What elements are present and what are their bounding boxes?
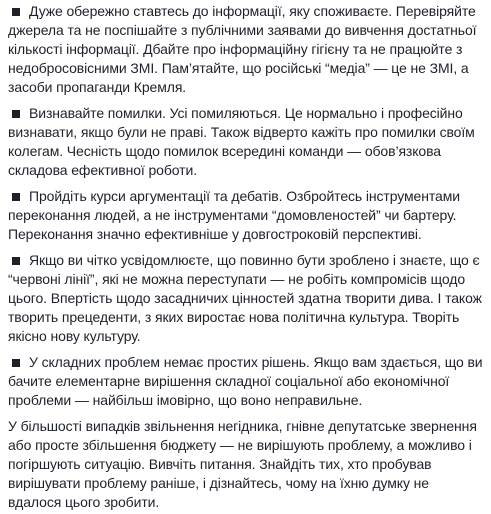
bullet-square-icon	[12, 193, 20, 201]
paragraph-text: У складних проблем немає простих рішень. Якщо вам здається, що ви бачите елементарне вирішення складної соціальної або економічної проблеми — найбільш імовірно, що воно неправильне.	[8, 354, 483, 408]
paragraph-misinformation	[8, 2, 483, 97]
bullet-square-icon	[12, 8, 20, 16]
paragraph-text: Якщо ви чітко усвідомлюєте, що повинно бути зроблено і знаєте, що є “червоні лінії”, які не можна переступати — не робіть компромісів щодо цього. Впертість щодо засадничих цінностей здатна творити дива. І також творить прецеденти, з яких виростає нова політична культура. Творіть якісно нову культуру.	[8, 252, 482, 344]
paragraph-text: У більшості випадків звільнення негідника, гнівне депутатське звернення або просте збільшення бюджету — не вирішують проблему, а можливо і погіршують ситуацію. Вивчіть питання. Знайдіть тих, хто пробував вирішувати проблему раніше, і дізнайтесь, чому на їхню думку не вдалося цього зробити.	[8, 418, 477, 510]
paragraph-red-lines	[8, 251, 483, 346]
paragraph-mistakes	[8, 104, 483, 180]
paragraph-text: Пройдіть курси аргументації та дебатів. Озбройтесь інструментами переконання людей, а не інструментами “домовленостей” чи бартеру. Переконання значно ефективніше у довгостроковій перспективі.	[8, 188, 460, 242]
paragraph-conclusion	[8, 417, 483, 512]
paragraph-complex-problems	[8, 353, 483, 410]
bullet-square-icon	[12, 257, 20, 265]
paragraph-text: Дуже обережно ставтесь до інформації, яку споживаєте. Перевіряйте джерела та не поспішайте з публічними заявами до вивчення достатньої кількості інформації. Дбайте про інформаційну гігієну та не працюйте з недобросовісними ЗМІ. Пам’ятайте, що російські “медіа” — це не ЗМІ, а засоби пропаганди Кремля.	[8, 3, 477, 95]
bullet-square-icon	[12, 359, 20, 367]
paragraph-text: Визнавайте помилки. Усі помиляються. Це нормально і професійно визнавати, якщо були не праві. Також відверто кажіть про помилки своїм колегам. Чесність щодо помилок всередині команди — обов’язкова складова ефективної роботи.	[8, 105, 475, 178]
bullet-square-icon	[12, 110, 20, 118]
paragraph-debates	[8, 187, 483, 244]
